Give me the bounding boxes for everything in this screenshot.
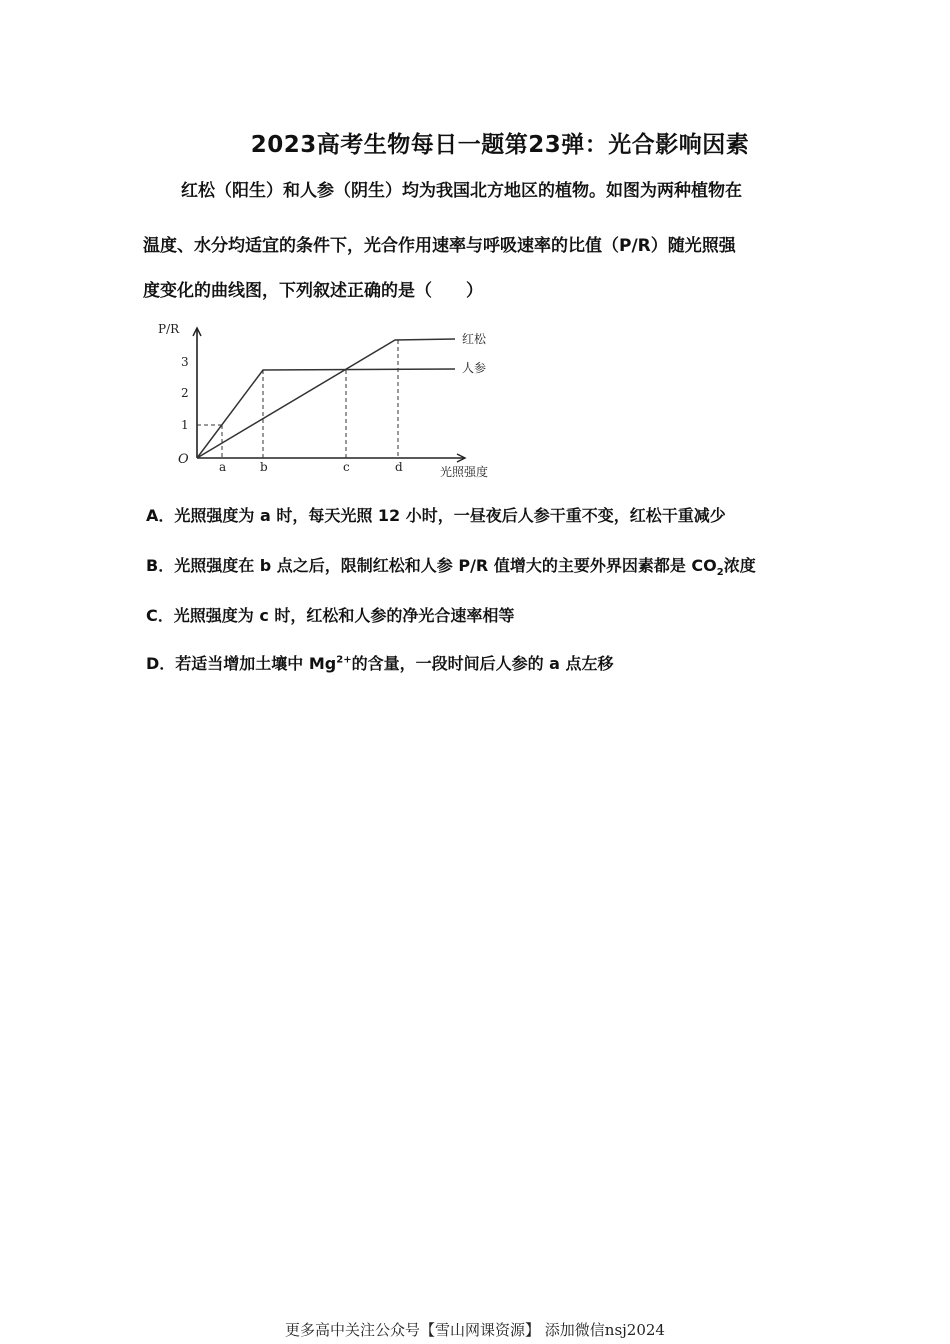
option-d-superscript: 2+ <box>336 654 352 666</box>
x-axis-label: 光照强度 <box>440 465 489 479</box>
x-tick-label-b: b <box>260 460 268 474</box>
option-d-text: D．若适当增加土壤中 Mg <box>146 654 337 673</box>
page-title: 2023高考生物每日一题第23弹：光合影响因素 <box>250 132 750 158</box>
y-tick-label-2: 2 <box>181 386 189 400</box>
option-d[interactable] <box>146 651 614 674</box>
option-d-tail: 的含量，一段时间后人参的 a 点左移 <box>351 654 614 673</box>
option-b-subscript: 2 <box>716 567 724 579</box>
option-b-text: B．光照强度在 b 点之后，限制红松和人参 P/R 值增大的主要外界因素都是 CO <box>146 556 717 575</box>
option-c[interactable]: C．光照强度为 c 时，红松和人参的净光合速率相等 <box>146 606 515 625</box>
pr-light-chart <box>140 318 520 484</box>
series-label-hongsong: 红松 <box>462 332 487 346</box>
footer-note: 更多高中关注公众号【雪山网课资源】 添加微信nsj2024 <box>285 1321 665 1339</box>
option-a[interactable]: A．光照强度为 a 时，每天光照 12 小时，一昼夜后人参干重不变，红松干重减少 <box>146 506 726 525</box>
question-stem-line-3: 度变化的曲线图，下列叙述正确的是（ ） <box>143 281 483 301</box>
stem-text-1: 红松（阳生）和人参（阴生）均为我国北方地区的植物。如图为两种植物在 <box>181 181 742 201</box>
x-tick-label-c: c <box>343 460 350 474</box>
option-b-tail: 浓度 <box>723 556 756 575</box>
y-axis-label: P/R <box>158 322 180 336</box>
option-b[interactable] <box>146 553 756 578</box>
question-stem-line-2: 温度、水分均适宜的条件下，光合作用速率与呼吸速率的比值（P/R）随光照强 <box>143 236 736 256</box>
x-tick-label-d: d <box>395 460 403 474</box>
series-label-renshen: 人参 <box>462 361 487 375</box>
origin-label: O <box>178 452 189 467</box>
question-stem-line-1 <box>143 164 811 219</box>
series-line-renshen <box>197 369 455 458</box>
y-tick-label-1: 1 <box>181 418 189 432</box>
x-tick-label-a: a <box>219 460 227 474</box>
series-line-hongsong <box>197 339 455 458</box>
y-tick-label-3: 3 <box>181 355 189 369</box>
